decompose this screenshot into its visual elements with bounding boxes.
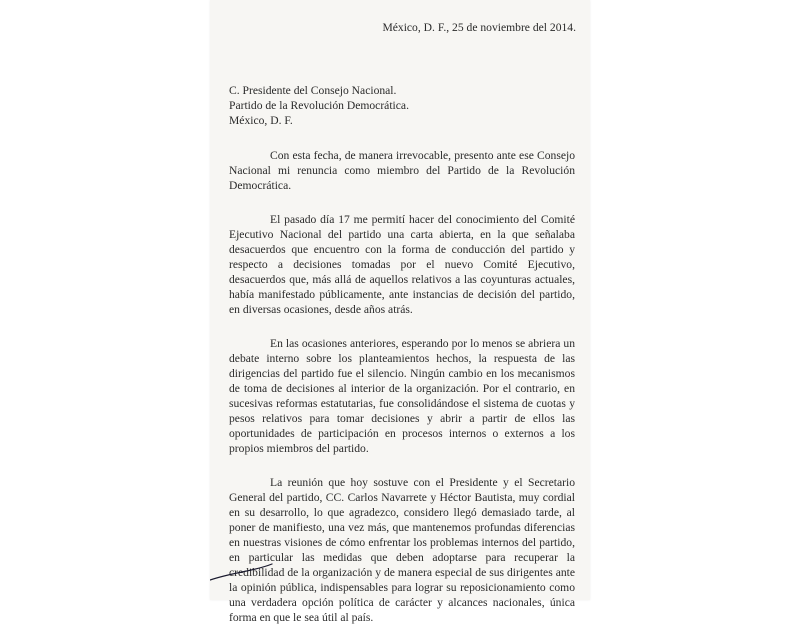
paragraph-resignation: Con esta fecha, de manera irrevocable, presento ante ese Consejo Nacional mi renuncia como miembro del Partido de la Revolución Democrática. [229, 149, 575, 192]
addressee-line-organization: Partido de la Revolución Democrática. [229, 99, 409, 112]
letter-page [210, 0, 590, 624]
signature-stroke-icon [210, 540, 290, 600]
letter-date: México, D. F., 25 de noviembre del 2014. [382, 21, 576, 34]
paragraph-meeting: La reunión que hoy sostuve con el Presidente y el Secretario General del partido, CC. Carlos Navarrete y Héctor Bautista, muy cordial en su desarrollo, lo que agradezco, considero llegó demasiado tarde, al poner de manifiesto, una vez más, que mantenemos profundas diferencias en nuestras visiones de cómo enfrentar los problemas internos del partido, en particular las medidas que deben adoptarse para recuperar la credibilidad de la organización y de manera especial de sus dirigentes ante la opinión pública, indispensables para lograr su reposicionamiento como una verdadera opción política de carácter y alcances nacionales, única forma en que le sea útil al país. [229, 476, 575, 624]
paragraph-previous-occasions: En las ocasiones anteriores, esperando por lo menos se abriera un debate interno sobre los planteamientos hechos, la respuesta de las dirigencias del partido fue el silencio. Ningún cambio en los mecanismos de toma de decisiones al interior de la organización. Por el contrario, en sucesivas reformas estatutarias, fue consolidándose el sistema de cuotas y pesos relativos para tomar decisiones y abrir a partir de ellos las oportunidades de participación en procesos internos o externos a los propios miembros del partido. [229, 337, 575, 455]
paragraph-open-letter: El pasado día 17 me permití hacer del conocimiento del Comité Ejecutivo Nacional del partido una carta abierta, en la que señalaba desacuerdos que encuentro con la forma de conducción del partido y respecto a decisiones tomadas por el nuevo Comité Ejecutivo, desacuerdos que, más allá de aquellos relativos a las coyunturas actuales, había manifestado públicamente, ante instancias de decisión del partido, en diversas ocasiones, desde años atrás. [229, 213, 575, 316]
addressee-line-city: México, D. F. [229, 114, 293, 127]
addressee-line-recipient: C. Presidente del Consejo Nacional. [229, 84, 397, 97]
addressee-block [229, 83, 409, 128]
